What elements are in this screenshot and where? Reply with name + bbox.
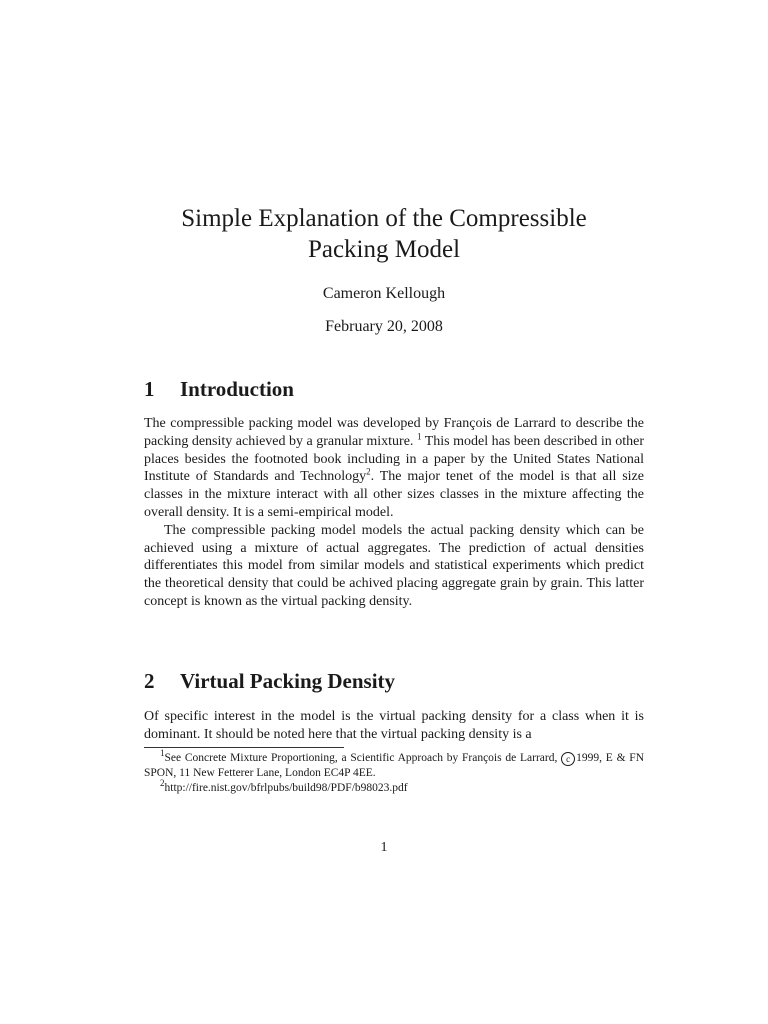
paragraph-text: The compressible packing model was developed by François de Larrard to describe the packing density achieved by a granular mixture. [144,416,644,449]
section-title: Virtual Packing Density [180,669,396,693]
section-heading-introduction [144,377,294,402]
footnote-2 [144,778,644,796]
footnote-1-text-cont: 1999, E & FN SPON, 11 New Fetterer Lane, London EC4P 4EE. [144,752,645,779]
footnote-2-mark: 2 [160,778,165,789]
footnote-marker-1: 1 [416,431,422,442]
paragraph-text: This model has been described in other places besides the footnoted book including in a paper by the United States National Institute of Standards and Technology [144,433,645,485]
section-title: Introduction [180,377,294,401]
introduction-paragraph-1 [144,415,644,522]
paper-title [100,203,668,265]
footnote-1-mark: 1 [160,748,165,759]
introduction-paragraph-2: The compressible packing model models the actual packing density which can be achieved using a mixture of actual aggregates. The prediction of actual densities differentiates this model from similar models and statistical experiments which predict the theoretical density that could be achived placing aggregate grain by grain. This latter concept is known as the virtual packing density. [144,522,644,609]
footnote-2-url[interactable]: http://fire.nist.gov/bfrlpubs/build98/PDF/b98023.pdf [164,782,408,794]
section-heading-virtual-packing-density [144,669,395,694]
footnote-rule [144,747,344,748]
footnote-marker-2: 2 [366,466,371,477]
virtual-packing-density-body [144,708,644,744]
section-number: 2 [144,669,155,693]
virtual-packing-density-paragraph-1: Of specific interest in the model is the virtual packing density for a class when it is dominant. It should be noted here that the virtual packing density is a [144,709,644,742]
paragraph-text: . The major tenet of the model is that all size classes in the mixture interact with all other sizes classes in the mixture affecting the overall density. It is a semi-empirical model. [144,469,644,520]
author-name: Cameron Kellough [322,285,446,302]
publication-date: February 20, 2008 [325,318,443,335]
section-number: 1 [144,377,155,401]
footnote-1-text: See Concrete Mixture Proportioning, a Scientific Approach by François de Larrard, [164,752,558,764]
copyright-icon: c [561,752,575,766]
page-number: 1 [380,840,388,855]
title-line-2: Packing Model [307,236,461,263]
footnote-1 [144,748,645,781]
title-line-1: Simple Explanation of the Compressible [181,205,587,232]
introduction-body [144,415,644,611]
footnotes [144,748,645,796]
